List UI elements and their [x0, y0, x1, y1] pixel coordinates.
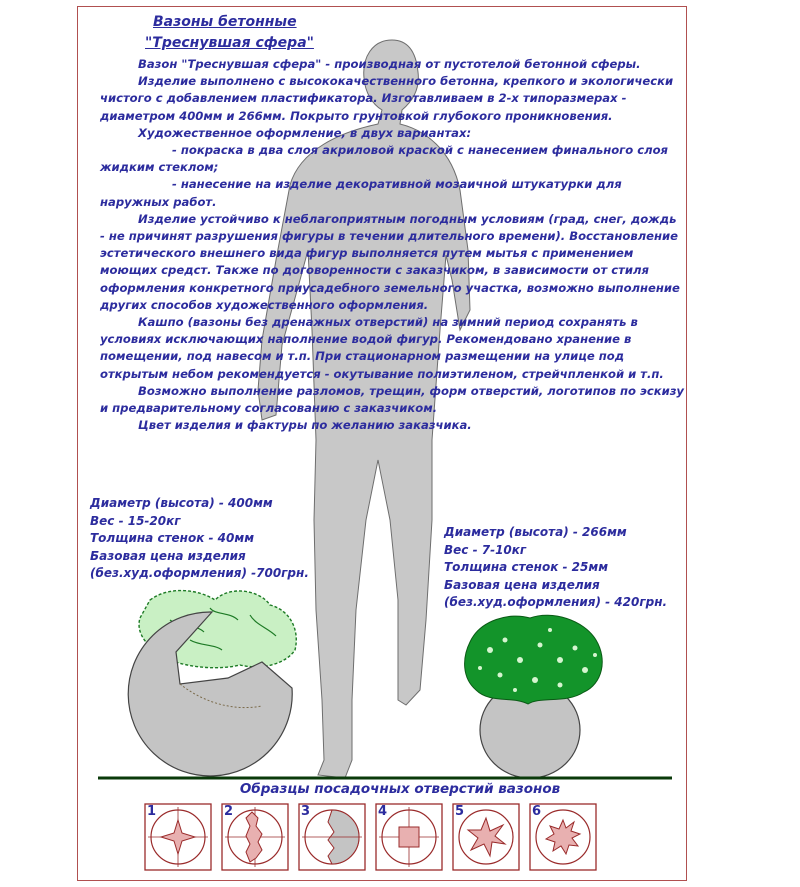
paragraph: Цвет изделия и фактуры по желанию заказчика. — [138, 418, 472, 433]
paragraph: Кашпо (вазоны без дренажных отверстий) на зимний период сохранять в условиях исключающих наполнение водой фигур. Рекомендовано хранение в помещении, под навесом и т.п. При стационарном размещении на улице под открытым небом рекомендуется - окутывание полиэтиленом, стрейчпленкой и т.п. — [100, 315, 664, 381]
page-title-line1: Вазоны бетонные — [153, 14, 297, 30]
spec-price-label: Базовая цена изделия — [90, 548, 246, 563]
sample-number: 2 — [224, 804, 234, 819]
paragraph: - покраска в два слоя акриловой краской с нанесением финального слоя жидким стеклом; — [100, 143, 669, 175]
sample-number: 5 — [455, 804, 465, 819]
spec-wall: Толщина стенок - 40мм — [90, 531, 254, 545]
paragraph: Вазон "Треснувшая сфера" - производная от пустотелой бетонной сферы. — [138, 57, 641, 71]
paragraph: Изделие устойчиво к неблагоприятным погодным условиям (град, снег, дождь - не причинят разрушения фигуры в течении длительного времени). Восстановление эстетического внешнего вида фигур выполняется путем мытья с применением моющих средст. Также по договоренности с заказчиком, в зависимости от стиля оформления конкретного приусадебного земельного участка, возможно выполнение других способов художественного оформления. — [100, 211, 680, 312]
spec-wall: Толщина стенок - 25мм — [444, 560, 608, 574]
samples-title: Образцы посадочных отверстий вазонов — [239, 781, 561, 797]
spec-price: (без.худ.оформления) -700грн. — [90, 566, 309, 580]
paragraph: Изделие выполнено с высококачественного бетонна, крепкого и экологически чистого с добавлением пластификатора. Изготавливаем в 2-х типоразмерах - диаметром 400мм и 266мм. Покрыто грунтовкой глубокого проникновения. — [100, 74, 674, 123]
sample-number: 1 — [147, 804, 157, 819]
spec-weight: Вес - 15-20кг — [90, 513, 181, 528]
paragraph: Возможно выполнение разломов, трещин, форм отверстий, логотипов по эскизу и предварительному согласованию с заказчиком. — [100, 383, 684, 416]
spec-price: (без.худ.оформления) - 420грн. — [444, 595, 668, 609]
spec-diameter: Диаметр (высота) - 266мм — [444, 525, 627, 539]
sample-number: 4 — [378, 804, 388, 819]
page-title-line2: "Треснувшая сфера" — [145, 35, 314, 51]
spec-weight: Вес - 7-10кг — [444, 542, 527, 557]
paragraph: Художественное оформление, в двух вариантах: — [138, 125, 472, 140]
sample-number: 6 — [532, 804, 542, 819]
sample-number: 3 — [301, 804, 311, 819]
paragraph: - нанесение на изделие декоративной мозаичной штукатурки для наружных работ. — [100, 177, 622, 209]
spec-price-label: Базовая цена изделия — [444, 577, 600, 592]
spec-diameter: Диаметр (высота) - 400мм — [90, 496, 273, 510]
